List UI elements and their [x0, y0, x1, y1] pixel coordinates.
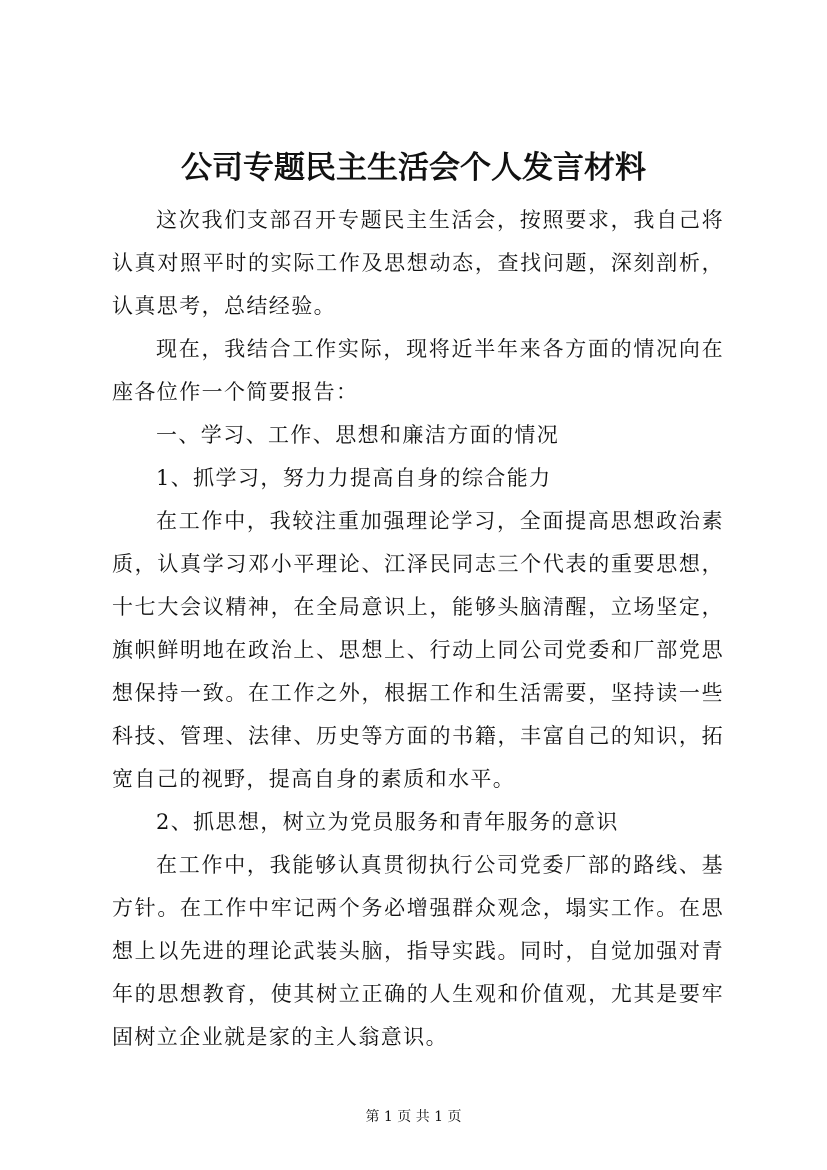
page-footer: 第 1 页 共 1 页 — [365, 1109, 462, 1125]
document-title: 公司专题民主生活会个人发言材料 — [181, 150, 646, 186]
paragraph-thought: 在工作中，我能够认真贯彻执行公司党委厂部的路线、基方针。在工作中牢记两个务必增强群众观念，塌实工作。在思想上以先进的理论武装头脑，指导实践。同时，自觉加强对青年的思想教育，使其树立正确的人生观和价值观，尤其是要牢固树立企业就是家的主人翁意识。 — [112, 853, 724, 1049]
paragraph-study: 在工作中，我较注重加强理论学习，全面提高思想政治素质，认真学习邓小平理论、江泽民同志三个代表的重要思想，十七大会议精神，在全局意识上，能够头脑清醒，立场坚定，旗帜鲜明地在政治上、思想上、行动上同公司党委和厂部党思想保持一致。在工作之外，根据工作和生活需要，坚持读一些科技、管理、法律、历史等方面的书籍，丰富自己的知识，拓宽自己的视野，提高自身的素质和水平。 — [112, 509, 724, 791]
paragraph-report-intro: 现在，我结合工作实际，现将近半年来各方面的情况向在座各位作一个简要报告： — [112, 337, 724, 404]
paragraph-intro: 这次我们支部召开专题民主生活会，按照要求，我自己将认真对照平时的实际工作及思想动态，查找问题，深刻剖析，认真思考，总结经验。 — [112, 208, 724, 318]
section-heading-1: 一、学习、工作、思想和廉洁方面的情况 — [156, 423, 560, 447]
subheading-1: 1、抓学习，努力力提高自身的综合能力 — [156, 466, 552, 490]
document-body — [112, 199, 724, 1059]
subheading-2: 2、抓思想，树立为党员服务和青年服务的意识 — [156, 810, 619, 834]
